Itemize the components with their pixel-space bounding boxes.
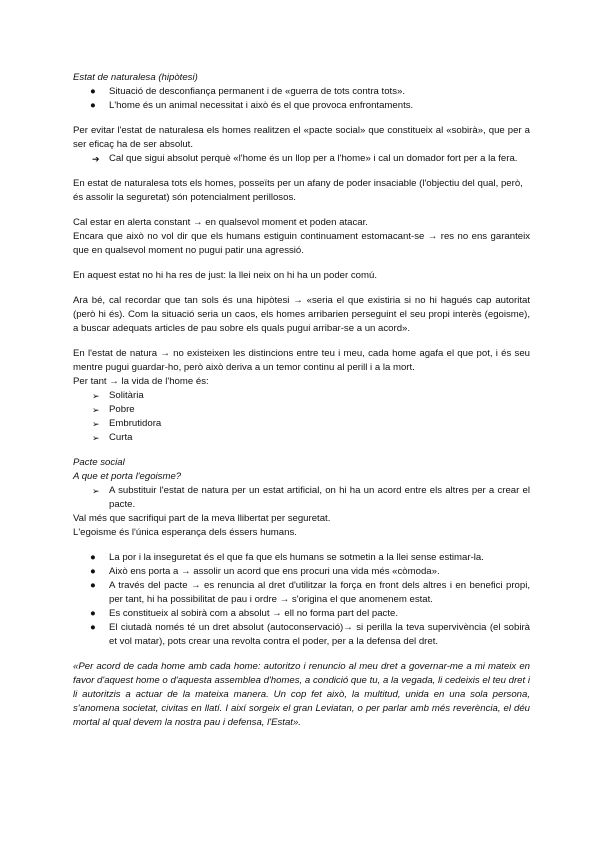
list-item: ➢ Solitària [92, 390, 144, 401]
paragraph-distincions: En l'estat de natura → no existeixen les distincions entre teu i meu, cada home agafa el que pot, i és seu mentre pugui guardar-ho, però això deriva a un temor continu al perill i a la mort. [73, 348, 530, 373]
triangle-bullet-icon: ➢ [92, 486, 100, 496]
arrow-list [73, 152, 530, 166]
bullet-icon: ● [90, 608, 96, 619]
section-title-pacte-social: Pacte social [73, 457, 125, 468]
list-item: ➢ A substituir l'estat de natura per un estat artificial, on hi ha un acord entre els altres per a crear el pacte. [92, 485, 530, 510]
bullet-list [73, 85, 530, 113]
triangle-bullet-icon: ➢ [92, 391, 100, 401]
triangle-bullet-icon: ➢ [92, 405, 100, 415]
vida-list [73, 389, 530, 445]
list-item: ● El ciutadà només té un dret absolut (autoconservació)→ si perilla la teva supervivència (el sobirà et vol matar), pots crear una revolta contra el poder, per a la defensa del dret. [90, 622, 530, 647]
bullet-list [73, 551, 530, 649]
list-item: ➔ Cal que sigui absolut perquè «l'home és un llop per a l'home» i cal un domador fort per a la fera. [92, 153, 518, 164]
list-item: ➢ Embrutidora [92, 418, 162, 429]
arrow-right-icon: ➔ [92, 154, 100, 164]
paragraph-natura: En estat de naturalesa tots els homes, posseïts per un afany de poder insaciable (l'objectiu del qual, però, és assolir la seguretat) són potencialment perillosos. [73, 178, 523, 203]
paragraph-alerta-2: Encara que això no vol dir que els humans estiguin continuament estomacant-se → res no ens garanteix que en qualsevol moment no pugui patir una agressió. [73, 231, 530, 256]
bullet-icon: ● [90, 552, 96, 563]
bullet-icon: ● [90, 566, 96, 577]
paragraph-per-tant: Per tant → la vida de l'home és: [73, 376, 209, 387]
triangle-bullet-icon: ➢ [92, 433, 100, 443]
list-item: ● Això ens porta a → assolir un acord que ens procuri una vida més «còmoda». [90, 566, 440, 577]
leviatan-quote: «Per acord de cada home amb cada home: autoritzo i renuncio al meu dret a governar-me a mi mateix en favor d'aquest home o d'aquesta assemblea d'homes, a condició que tu, a la vegada, li cedeixis el teu dret i li autoritzis a actuar de la mateixa manera. Un cop fet això, la multitud, unida en una sola persona, s'anomena societat, civitas en llatí. I així sorgeix el gran Leviatan, o per parlar amb més reverència, el déu mortal al qual devem la nostra pau i defensa, l'Estat». [73, 661, 530, 728]
paragraph-alerta: Cal estar en alerta constant → en qualsevol moment et poden atacar. [73, 217, 368, 228]
bullet-icon: ● [90, 580, 96, 591]
triangle-bullet-icon: ➢ [92, 419, 100, 429]
egoisme-list [73, 484, 530, 512]
list-item: ● Situació de desconfiança permanent i de «guerra de tots contra tots». [90, 86, 405, 97]
list-item: ➢ Pobre [92, 404, 135, 415]
list-item: ● A través del pacte → es renuncia al dret d'utilitzar la força en front dels altres i en benefici propi, per tant, hi ha possibilitat de pau i ordre → s'origina el que anomenem estat. [90, 580, 530, 605]
list-item: ➢ Curta [92, 432, 133, 443]
paragraph-pacte: Per evitar l'estat de naturalesa els homes realitzen el «pacte social» que constitueix al «sobirà», que per a ser eficaç ha de ser absolut. [73, 125, 530, 150]
document-page [73, 71, 530, 730]
bullet-icon: ● [90, 86, 96, 97]
bullet-icon: ● [90, 622, 96, 633]
list-item: ● La por i la inseguretat és el que fa que els humans se sotmetin a la llei sense estimar-la. [90, 552, 484, 563]
list-item: ● Es constitueix al sobirà com a absolut → ell no forma part del pacte. [90, 608, 399, 619]
paragraph-llibertat: Val més que sacrifiqui part de la meva llibertat per seguretat. [73, 513, 331, 524]
paragraph-just: En aquest estat no hi ha res de just: la llei neix on hi ha un poder comú. [73, 270, 377, 281]
bullet-icon: ● [90, 100, 96, 111]
section-title-estat-naturalesa: Estat de naturalesa (hipòtesi) [73, 72, 198, 83]
list-item: ● L'home és un animal necessitat i això és el que provoca enfrontaments. [90, 100, 414, 111]
paragraph-egoisme: L'egoisme és l'única esperança dels éssers humans. [73, 527, 297, 538]
section-question: A que et porta l'egoisme? [73, 471, 182, 482]
paragraph-hipotesi: Ara bé, cal recordar que tan sols és una hipòtesi → «seria el que existiria si no hi hagués cap autoritat (però hi és). Com la situació seria un caos, els homes arribarien perseguint el seu propi interès (egoisme), a buscar adequats articles de pau sobre els quals pugui arribar-se a un acord». [73, 295, 530, 334]
